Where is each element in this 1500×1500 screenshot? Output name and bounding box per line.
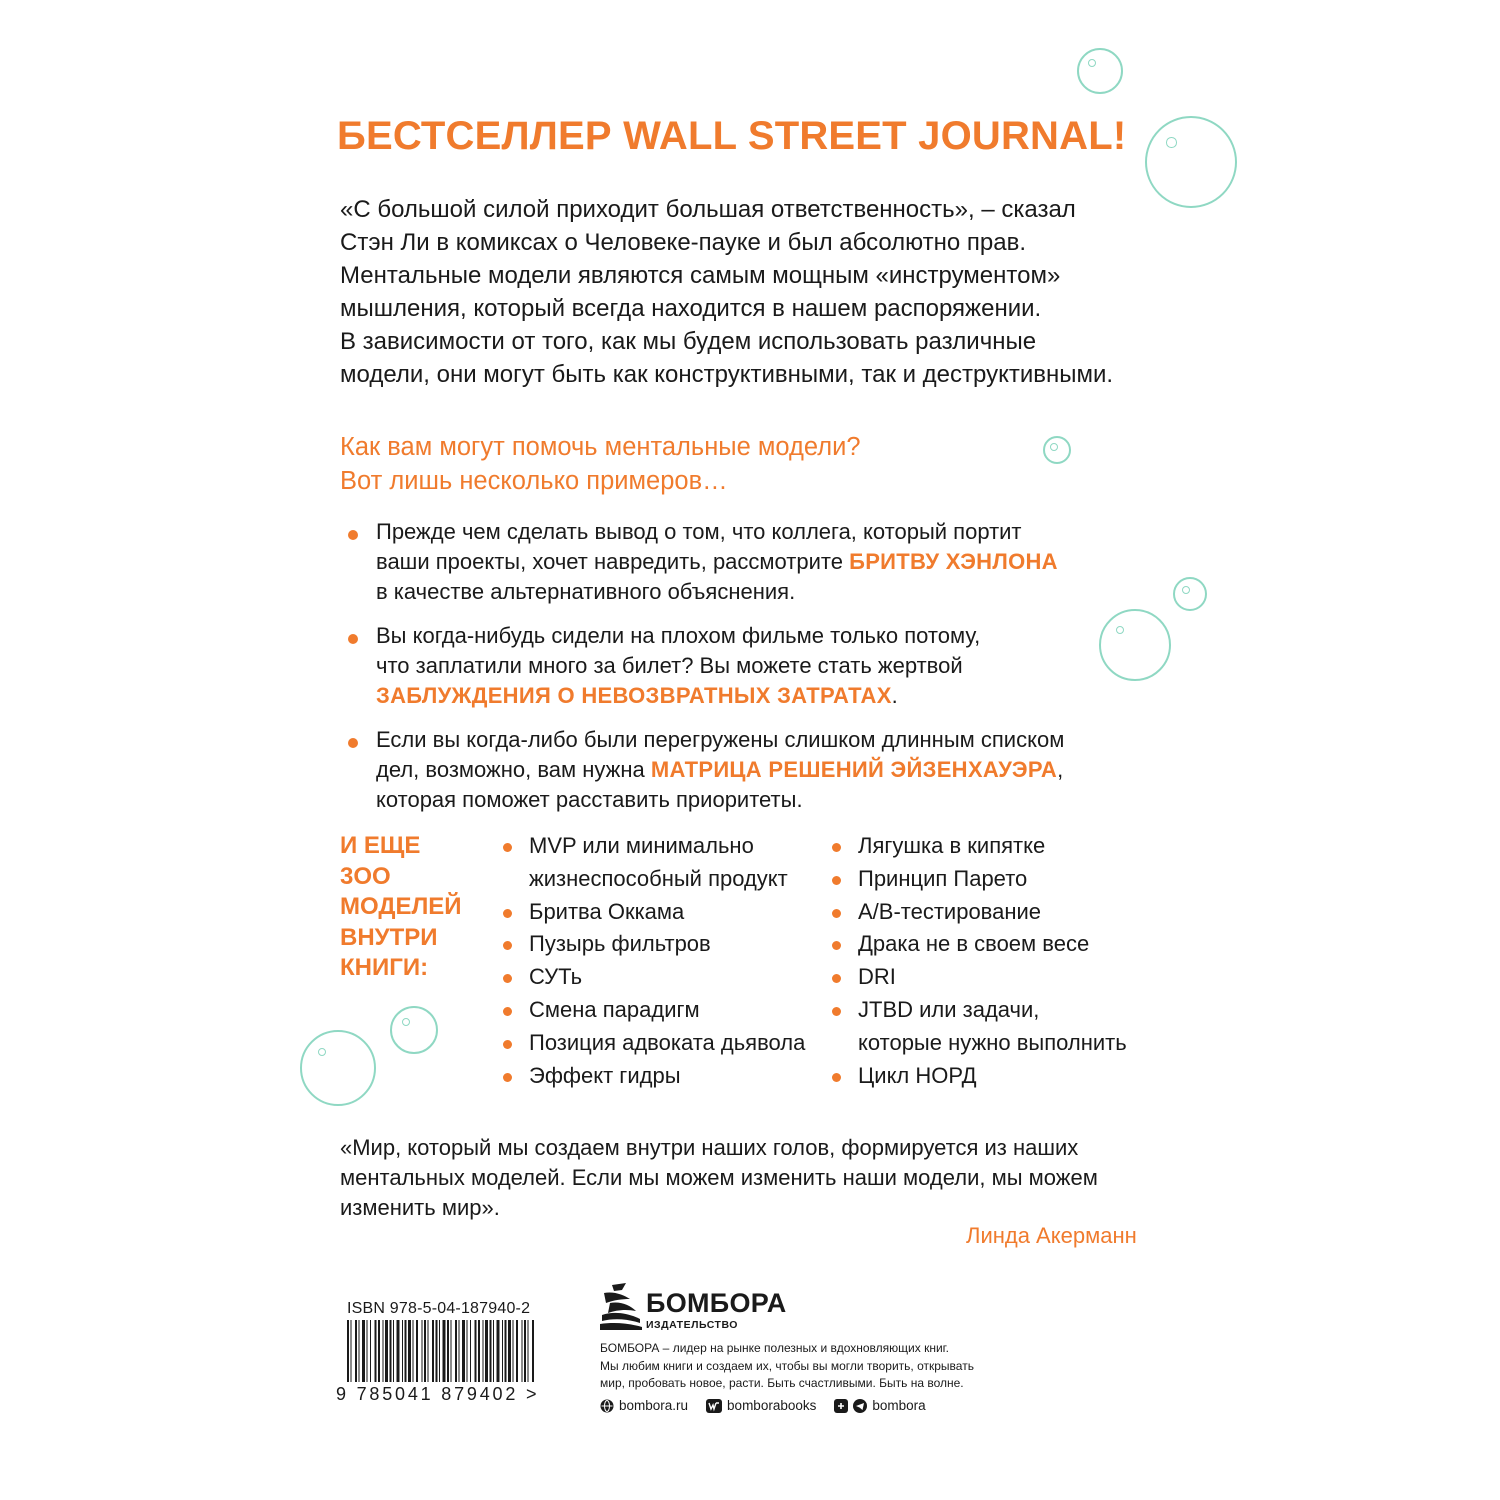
about-line: Мы любим книги и создаем их, чтобы вы могли творить, открывать [600, 1358, 974, 1373]
example-item [340, 725, 1160, 815]
intro-line: модели, они могут быть как конструктивными, так и деструктивными. [340, 361, 1114, 388]
model-item [828, 863, 1127, 896]
barcode-bar [359, 1320, 360, 1382]
bullet-dot-icon [348, 530, 358, 540]
barcode-bar [439, 1320, 440, 1382]
quote-author: Линда Акерманн [966, 1223, 1137, 1248]
barcode-bar [459, 1320, 460, 1382]
label-line: 3OO [340, 862, 391, 890]
model-item [828, 961, 1127, 994]
bubble-decoration [1043, 436, 1071, 464]
barcode-bar [508, 1320, 511, 1382]
model-item [828, 928, 1127, 961]
barcode-bar [490, 1320, 492, 1382]
models-list-right [828, 830, 1127, 1092]
bullet-dot-icon [832, 876, 841, 885]
bullet-dot-icon [348, 738, 358, 748]
barcode-bar [505, 1320, 507, 1382]
example-line [376, 681, 1160, 711]
bubble-decoration [300, 1030, 376, 1106]
barcode-bar [497, 1320, 500, 1382]
model-name: Эффект гидры [529, 1062, 681, 1088]
barcode-bar [378, 1320, 380, 1382]
barcode-bar [447, 1320, 449, 1382]
model-name: Бритва Оккама [529, 898, 685, 924]
example-text: , [1057, 757, 1064, 782]
barcode-bar [483, 1320, 484, 1382]
example-text: дел, возможно, вам нужна [376, 757, 651, 782]
label-line: КНИГИ: [340, 954, 429, 981]
headline: БЕСТСЕЛЛЕР WALL STREET JOURNAL! [337, 114, 1127, 158]
barcode-bar [502, 1320, 503, 1382]
example-text: что заплатили много за билет? Вы можете стать жертвой [376, 653, 963, 678]
quote-line: изменить мир». [340, 1195, 500, 1220]
model-name: DRI [858, 964, 896, 990]
barcode-bar [390, 1320, 392, 1382]
model-name: Смена парадигм [529, 996, 700, 1022]
model-item [499, 961, 805, 994]
model-item [828, 896, 1127, 929]
barcode-bar [513, 1320, 514, 1382]
example-text: . [891, 683, 898, 708]
barcode-bar [383, 1320, 384, 1382]
model-name: Лягушка в кипятке [858, 833, 1046, 858]
barcode-bar [443, 1320, 446, 1382]
barcode-bar [416, 1320, 418, 1382]
example-line: Вы когда-нибудь сидели на плохом фильме только потому, [376, 623, 981, 648]
barcode-digits: 9 785041 879402 > [336, 1384, 540, 1404]
model-item [499, 896, 805, 929]
model-name: Цикл НОРД [858, 1062, 977, 1088]
model-item [499, 830, 805, 863]
quote-line: «Мир, который мы создаем внутри наших голов, формируется из наших [340, 1135, 1079, 1160]
bullet-dot-icon [503, 1073, 512, 1082]
barcode-bar [451, 1320, 452, 1382]
intro-line: мышления, который всегда находится в нашем распоряжении. [340, 295, 1042, 322]
barcode-bar [493, 1320, 494, 1382]
question-line: Вот лишь несколько примеров… [340, 467, 728, 495]
isbn: ISBN 978-5-04-187940-2 [347, 1300, 531, 1317]
example-text: в качестве альтернативного объяснения. [376, 579, 796, 604]
publisher-about [600, 1340, 1040, 1393]
publisher-name: БОМБОРА [646, 1288, 787, 1318]
quote-line: ментальных моделей. Если мы можем изменить наши модели, мы можем [340, 1165, 1098, 1190]
more-models-label [340, 831, 462, 984]
barcode-bar [528, 1320, 529, 1382]
model-name: Пузырь фильтров [529, 931, 711, 957]
model-highlight: БРИТВУ ХЭНЛОНА [849, 549, 1058, 574]
barcode-bar [347, 1320, 349, 1382]
barcode-bar [432, 1320, 434, 1382]
example-item [340, 621, 1160, 711]
vk-link[interactable] [706, 1398, 816, 1413]
bubble-decoration [1173, 577, 1207, 611]
barcode-bar [516, 1320, 518, 1382]
barcode-bar [475, 1320, 477, 1382]
label-line: ВНУТРИ [340, 923, 438, 951]
barcode-bar [370, 1320, 371, 1382]
model-item [499, 1060, 805, 1093]
bullet-dot-icon [503, 843, 512, 852]
barcode-bar [385, 1320, 388, 1382]
example-line [376, 577, 1160, 607]
about-line: БОМБОРА – лидер на рынке полезных и вдохновляющих книг. [600, 1341, 949, 1355]
messengers-text: bombora [872, 1398, 926, 1413]
model-name: которые нужно выполнить [858, 1029, 1127, 1055]
barcode-bar [362, 1320, 365, 1382]
model-item [499, 863, 805, 896]
barcode-bar [478, 1320, 480, 1382]
barcode-bar [436, 1320, 438, 1382]
example-line [376, 785, 1160, 815]
bullet-dot-icon [503, 974, 512, 983]
model-highlight: МАТРИЦА РЕШЕНИЙ ЭЙЗЕНХАУЭРА [650, 757, 1058, 782]
model-name: жизнеспособный продукт [529, 865, 788, 891]
barcode-bar [367, 1320, 368, 1382]
model-item [499, 994, 805, 1027]
bullet-dot-icon [832, 974, 841, 983]
bullet-dot-icon [348, 634, 358, 644]
barcode-bar [408, 1320, 411, 1382]
messengers-link[interactable] [834, 1398, 925, 1413]
example-line [376, 547, 1160, 577]
quote [340, 1133, 1098, 1223]
bullet-dot-icon [832, 1007, 841, 1016]
barcode-bar [462, 1320, 465, 1382]
bubble-decoration [390, 1006, 438, 1054]
messenger-icon [834, 1399, 848, 1413]
model-highlight: ЗАБЛУЖДЕНИЯ О НЕВОЗВРАТНЫХ ЗАТРАТАХ [376, 683, 892, 708]
bullet-dot-icon [832, 843, 841, 852]
vk-icon [706, 1399, 722, 1413]
barcode-bar [424, 1320, 426, 1382]
bullet-dot-icon [503, 1007, 512, 1016]
example-item [340, 517, 1160, 607]
intro-line: В зависимости от того, как мы будем использовать различные [340, 328, 1037, 355]
model-item [499, 928, 805, 961]
model-item [828, 830, 1127, 863]
barcode-bar [402, 1320, 403, 1382]
bullet-dot-icon [832, 1073, 841, 1082]
label-line: И ЕЩЕ [340, 832, 421, 859]
barcode-bar [355, 1320, 357, 1382]
example-line [376, 755, 1160, 785]
model-name: Принцип Парето [858, 865, 1028, 891]
model-item [499, 1027, 805, 1060]
barcode-bar [428, 1320, 429, 1382]
website-link[interactable] [600, 1398, 688, 1413]
model-name: Позиция адвоката дьявола [529, 1029, 806, 1055]
barcode [347, 1320, 537, 1382]
barcode-bar [393, 1320, 394, 1382]
models-list-left [499, 830, 805, 1092]
barcode-bar [522, 1320, 523, 1382]
publisher-socials [600, 1398, 926, 1413]
barcode-bar [532, 1320, 534, 1382]
examples-list [340, 517, 1160, 829]
globe-icon [600, 1399, 614, 1413]
publisher-subtitle: ИЗДАТЕЛЬСТВО [646, 1319, 738, 1331]
bullet-dot-icon [503, 941, 512, 950]
model-name: JTBD или задачи, [858, 996, 1040, 1022]
barcode-bar [467, 1320, 468, 1382]
vk-text: bomborabooks [727, 1398, 817, 1413]
bubble-decoration [1077, 48, 1123, 94]
barcode-bar [470, 1320, 471, 1382]
model-name: СУТь [529, 964, 583, 990]
intro-line: Стэн Ли в комиксах о Человеке-пауке и был абсолютно прав. [340, 229, 1027, 256]
barcode-bar [397, 1320, 400, 1382]
example-line: Если вы когда-либо были перегружены слишком длинным списком [376, 727, 1065, 752]
barcode-bar [405, 1320, 407, 1382]
model-item [828, 1060, 1127, 1093]
model-item [828, 994, 1127, 1027]
model-item [828, 1027, 1127, 1060]
bullet-dot-icon [503, 1040, 512, 1049]
barcode-bar [455, 1320, 457, 1382]
intro-line: «С большой силой приходит большая ответственность», – сказал [340, 196, 1076, 223]
bullet-dot-icon [503, 909, 512, 918]
model-name: А/В-тестирование [858, 898, 1042, 924]
barcode-bar [422, 1320, 423, 1382]
intro-paragraph [340, 193, 1160, 391]
barcode-bar [485, 1320, 488, 1382]
barcode-bar [351, 1320, 352, 1382]
bullet-dot-icon [832, 941, 841, 950]
barcode-bar [413, 1320, 414, 1382]
barcode-bar [375, 1320, 377, 1382]
label-line: МОДЕЛЕЙ [340, 893, 462, 920]
model-name: MVP или минимально [529, 833, 754, 858]
website-text: bombora.ru [619, 1398, 689, 1413]
bullet-dot-icon [832, 909, 841, 918]
model-name: Драка не в своем весе [858, 931, 1090, 957]
example-line: Прежде чем сделать вывод о том, что коллега, который портит [376, 519, 1022, 544]
bombora-logo-icon [600, 1281, 642, 1331]
example-text: которая поможет расставить приоритеты. [376, 787, 803, 812]
question-heading [340, 430, 861, 498]
about-line: мир, пробовать новое, расти. Быть счастливыми. Быть на волне. [600, 1376, 964, 1390]
question-line: Как вам могут помочь ментальные модели? [340, 433, 861, 461]
telegram-icon [853, 1399, 867, 1413]
example-line [376, 651, 1160, 681]
barcode-bar [524, 1320, 526, 1382]
example-text: ваши проекты, хочет навредить, рассмотрите [376, 549, 850, 574]
intro-line: Ментальные модели являются самым мощным «инструментом» [340, 262, 1061, 289]
